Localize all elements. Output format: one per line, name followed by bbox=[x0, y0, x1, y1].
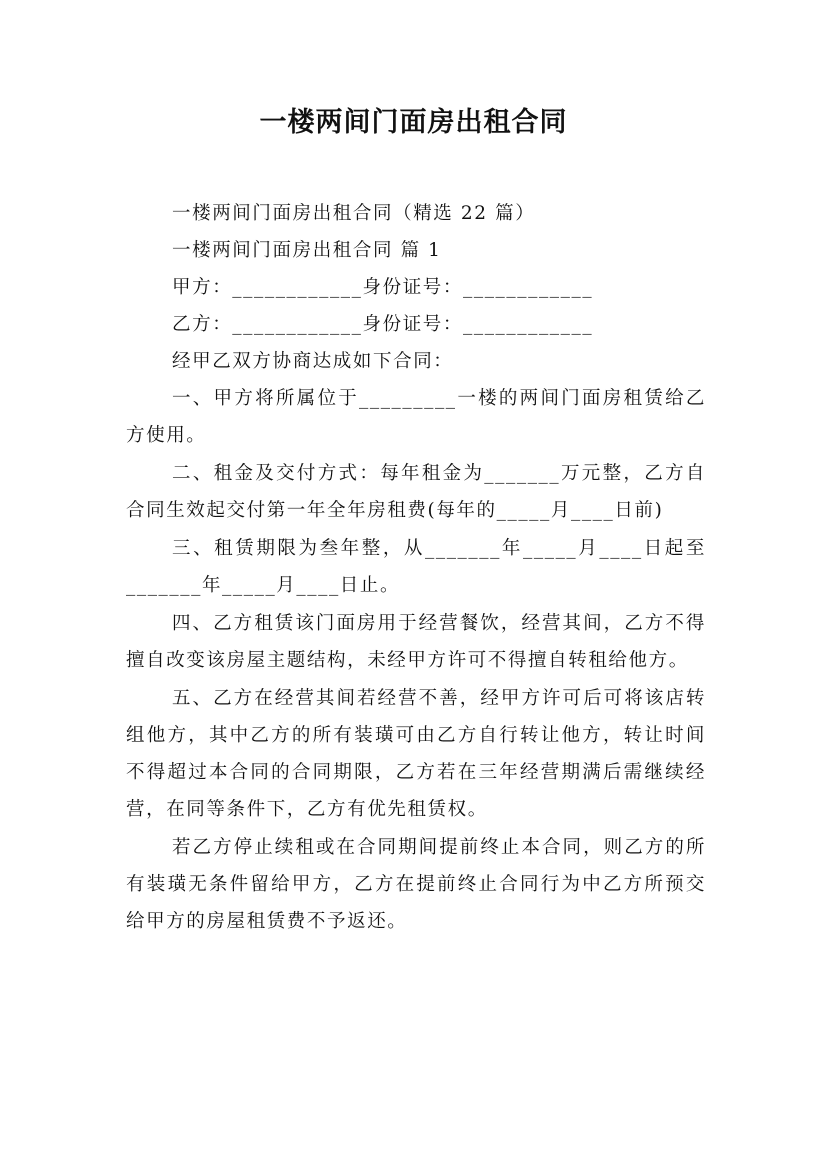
clause-1: 一、甲方将所属位于_________一楼的两间门面房租赁给乙方使用。 bbox=[126, 388, 706, 446]
clause-3: 三、租赁期限为叁年整，从_______年_____月____日起至_______年_____月____日止。 bbox=[126, 538, 706, 596]
section-heading: 一楼两间门面房出租合同 篇 1 bbox=[172, 240, 442, 261]
clause-2: 二、租金及交付方式：每年租金为_______万元整，乙方自合同生效起交付第一年全年房租费(每年的_____月____日前) bbox=[126, 463, 706, 521]
party-a-line: 甲方：____________身份证号：____________ bbox=[172, 277, 594, 298]
clause-5: 五、乙方在经营其间若经营不善，经甲方许可后可将该店转组他方，其中乙方的所有装璜可由乙方自行转让他方，转让时间不得超过本合同的合同期限，乙方若在三年经营期满后需继续经营，在同等条件下，乙方有优先租赁权。 bbox=[126, 688, 706, 820]
clause-6: 若乙方停止续租或在合同期间提前终止本合同，则乙方的所有装璜无条件留给甲方，乙方在提前终止合同行为中乙方所预交给甲方的房屋租赁费不予返还。 bbox=[126, 837, 706, 932]
subtitle: 一楼两间门面房出租合同（精选 22 篇） bbox=[172, 203, 536, 224]
intro-line: 经甲乙双方协商达成如下合同： bbox=[172, 351, 454, 372]
document-title: 一楼两间门面房出租合同 bbox=[259, 107, 568, 138]
party-b-line: 乙方：____________身份证号：____________ bbox=[172, 314, 594, 335]
clause-4: 四、乙方租赁该门面房用于经营餐饮，经营其间，乙方不得擅自改变该房屋主题结构，未经甲方许可不得擅自转租给他方。 bbox=[126, 613, 706, 671]
document-body bbox=[126, 195, 706, 941]
